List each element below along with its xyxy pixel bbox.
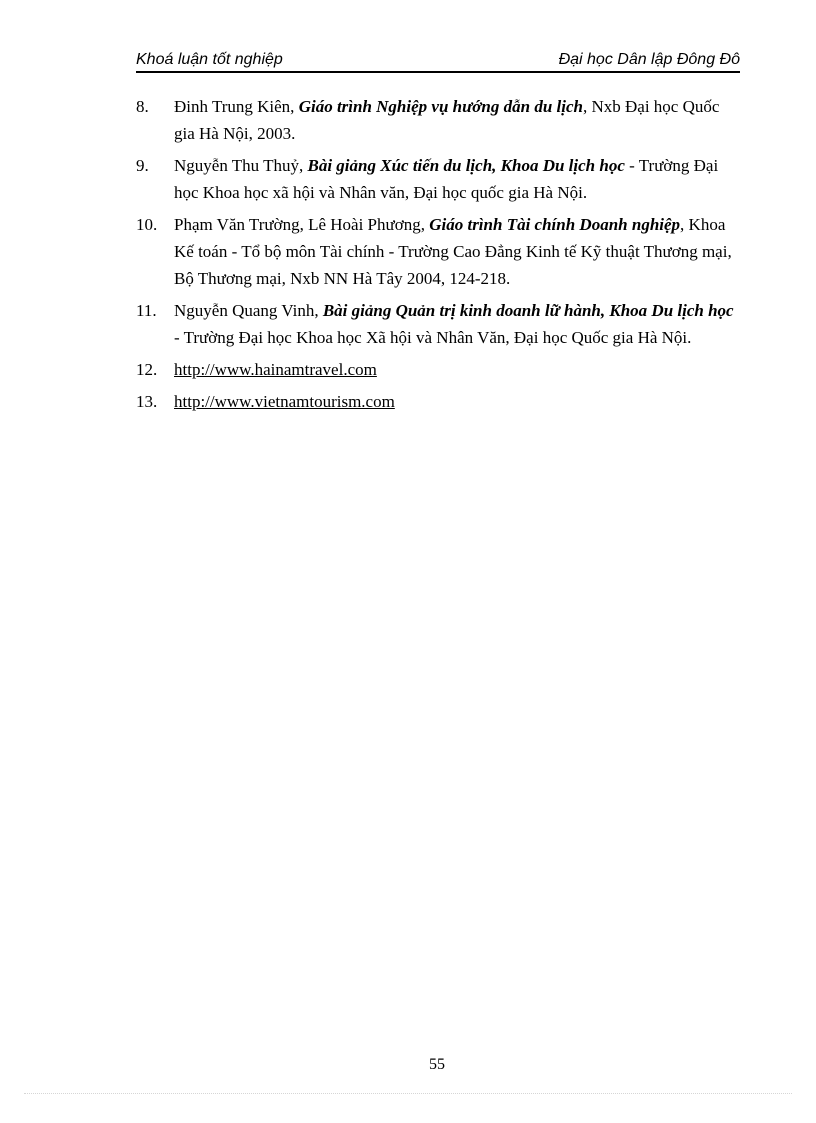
reference-title: Bài giảng Xúc tiến du lịch, Khoa Du lịch học [307, 156, 625, 175]
reference-authors: Đinh Trung Kiên, [174, 97, 299, 116]
header-university: Đại học Dân lập Đông Đô [558, 51, 740, 68]
reference-number: 13. [136, 392, 158, 411]
header-thesis-title: Khoá luận tốt nghiệp [136, 51, 283, 68]
reference-list [136, 93, 736, 420]
reference-number: 8. [136, 97, 149, 116]
hainamtravel-link[interactable]: http://www.hainamtravel.com [174, 360, 377, 379]
reference-number: 9. [136, 156, 149, 175]
vietnamtourism-link[interactable]: http://www.vietnamtourism.com [174, 392, 395, 411]
footer-divider [24, 1093, 792, 1094]
reference-authors: Phạm Văn Trường, Lê Hoài Phương, [174, 215, 430, 234]
page-number: 55 [429, 1056, 445, 1073]
reference-title: Giáo trình Tài chính Doanh nghiệp [429, 215, 681, 234]
reference-authors: Nguyễn Quang Vinh, [174, 301, 323, 320]
running-header [136, 49, 740, 73]
reference-number: 12. [136, 360, 158, 379]
reference-item-13 [136, 388, 736, 415]
reference-item-12 [136, 356, 736, 383]
reference-item-9 [136, 152, 736, 206]
reference-item-11 [136, 297, 736, 351]
reference-publisher: , Nxb Đại học Quốc gia Hà Nội, 2003. [174, 97, 720, 143]
reference-number: 10. [136, 215, 158, 234]
reference-item-10 [136, 211, 736, 292]
reference-title: Giáo trình Nghiệp vụ hướng dẫn du lịch [298, 97, 583, 116]
reference-authors: Nguyễn Thu Thuỷ, [174, 156, 308, 175]
reference-title: Bài giảng Quản trị kinh doanh lữ hành, Khoa Du lịch học [322, 301, 734, 320]
reference-publisher: , Khoa Kế toán - Tổ bộ môn Tài chính - Trường Cao Đẳng Kinh tế Kỹ thuật Thương mại, Bộ Thương mại, Nxb NN Hà Tây 2004, 124-218. [174, 215, 732, 288]
reference-item-8 [136, 93, 736, 147]
reference-publisher: - Trường Đại học Khoa học Xã hội và Nhân Văn, Đại học Quốc gia Hà Nội. [174, 328, 692, 347]
reference-publisher: - Trường Đại học Khoa học xã hội và Nhân văn, Đại học quốc gia Hà Nội. [174, 156, 719, 202]
reference-number: 11. [136, 301, 157, 320]
